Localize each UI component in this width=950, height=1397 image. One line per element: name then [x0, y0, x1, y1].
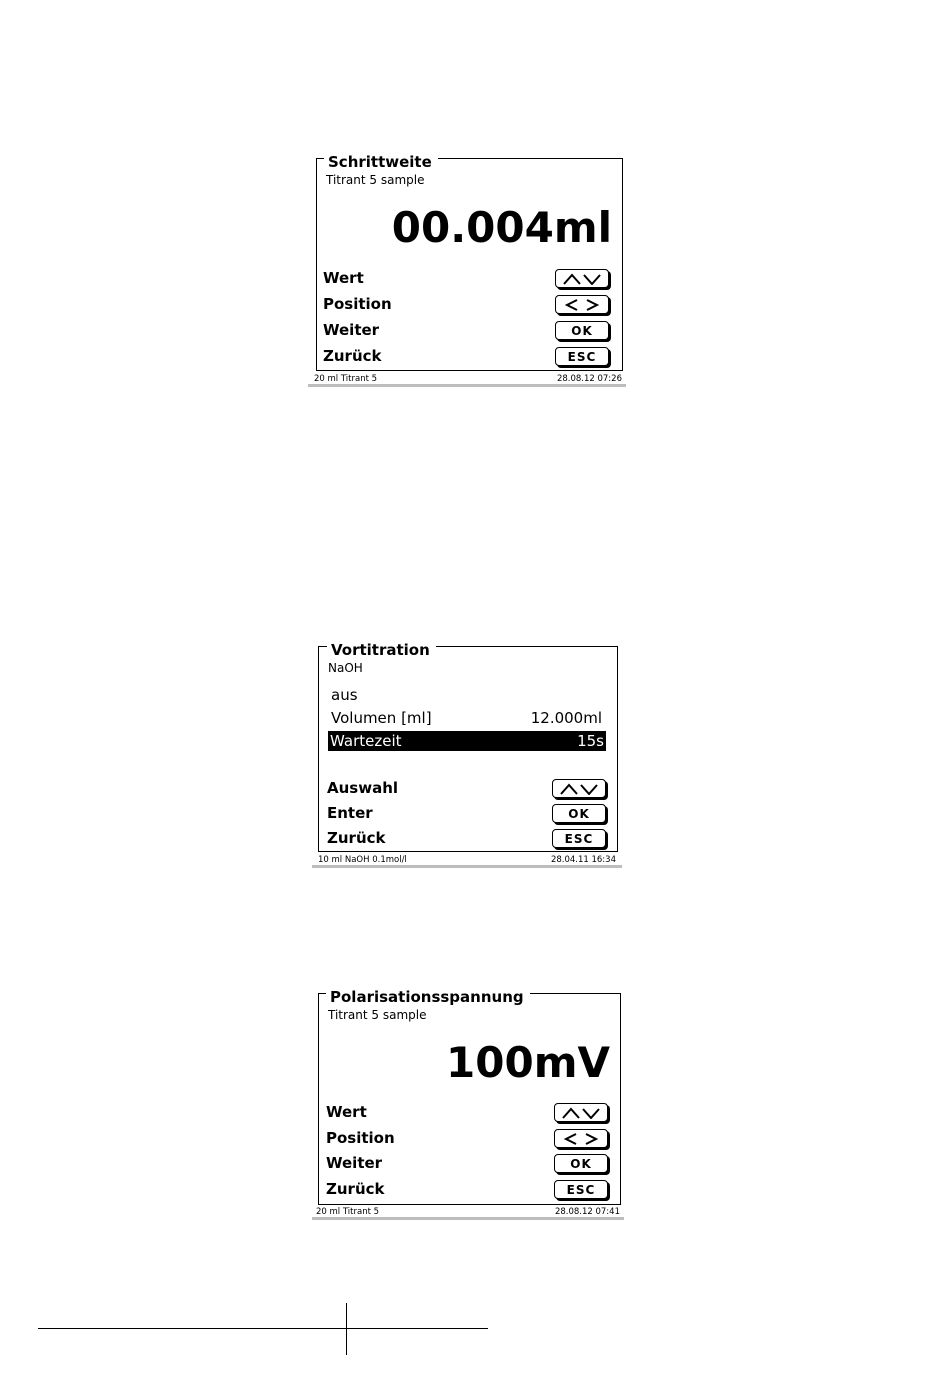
dialog-title: Schrittweite [324, 154, 438, 170]
key-label-zurueck: Zurück [326, 1180, 385, 1198]
status-bar [308, 384, 626, 387]
ok-button-label: OK [570, 1156, 592, 1171]
ok-button-label: OK [568, 806, 590, 821]
esc-button[interactable] [552, 829, 606, 848]
key-label-enter: Enter [327, 804, 373, 822]
status-right: 28.08.12 07:41 [554, 1207, 620, 1217]
left-right-button[interactable] [554, 1129, 608, 1148]
value-display: 100mV [446, 1038, 610, 1087]
status-right: 28.08.12 07:26 [556, 374, 622, 384]
footer-horizontal-rule [38, 1328, 488, 1329]
ok-button[interactable] [554, 1154, 608, 1173]
status-bar [312, 1217, 624, 1220]
option-value: 15s [577, 732, 604, 750]
left-right-button[interactable] [555, 295, 609, 314]
ok-button[interactable] [555, 321, 609, 340]
esc-button[interactable] [555, 347, 609, 366]
dialog-subtitle: Titrant 5 sample [326, 173, 425, 187]
dialog-title: Polarisationsspannung [326, 989, 530, 1005]
key-label-weiter: Weiter [326, 1154, 383, 1172]
key-label-zurueck: Zurück [327, 829, 386, 847]
status-left: 20 ml Titrant 5 [316, 1207, 380, 1217]
dialog-title: Vortitration [327, 642, 436, 658]
esc-button-label: ESC [567, 349, 597, 364]
option-volumen[interactable] [328, 708, 606, 728]
up-down-button[interactable] [554, 1103, 608, 1122]
key-label-position: Position [323, 295, 392, 313]
dialog-subtitle: NaOH [328, 661, 363, 675]
esc-button-label: ESC [566, 1182, 596, 1197]
key-label-position: Position [326, 1129, 395, 1147]
key-label-weiter: Weiter [323, 321, 380, 339]
status-left: 20 ml Titrant 5 [314, 374, 378, 384]
left-right-arrows-icon [562, 299, 602, 311]
ok-button[interactable] [552, 804, 606, 823]
up-down-arrows-icon [559, 783, 599, 795]
esc-button-label: ESC [564, 831, 594, 846]
value-display: 00.004ml [391, 203, 612, 252]
option-aus[interactable] [328, 685, 606, 705]
vortitration-screen [312, 638, 622, 870]
option-label: aus [331, 686, 358, 704]
schrittweite-screen [308, 150, 626, 388]
dialog-subtitle: Titrant 5 sample [328, 1008, 427, 1022]
footer-vertical-rule [346, 1303, 347, 1355]
up-down-button[interactable] [555, 269, 609, 288]
key-label-auswahl: Auswahl [327, 779, 399, 797]
up-down-button[interactable] [552, 779, 606, 798]
option-value: 12.000ml [530, 709, 602, 727]
status-bar [312, 865, 622, 868]
option-label: Wartezeit [330, 732, 402, 750]
polarisationsspannung-screen [312, 985, 624, 1221]
key-label-wert: Wert [323, 269, 364, 287]
up-down-arrows-icon [561, 1107, 601, 1119]
key-label-wert: Wert [326, 1103, 367, 1121]
up-down-arrows-icon [562, 273, 602, 285]
status-right: 28.04.11 16:34 [550, 855, 616, 865]
esc-button[interactable] [554, 1180, 608, 1199]
option-wartezeit[interactable] [328, 731, 606, 751]
key-label-zurueck: Zurück [323, 347, 382, 365]
ok-button-label: OK [571, 323, 593, 338]
status-left: 10 ml NaOH 0.1mol/l [318, 855, 407, 865]
dialog-frame [318, 993, 621, 1205]
option-label: Volumen [ml] [331, 709, 432, 727]
left-right-arrows-icon [561, 1133, 601, 1145]
